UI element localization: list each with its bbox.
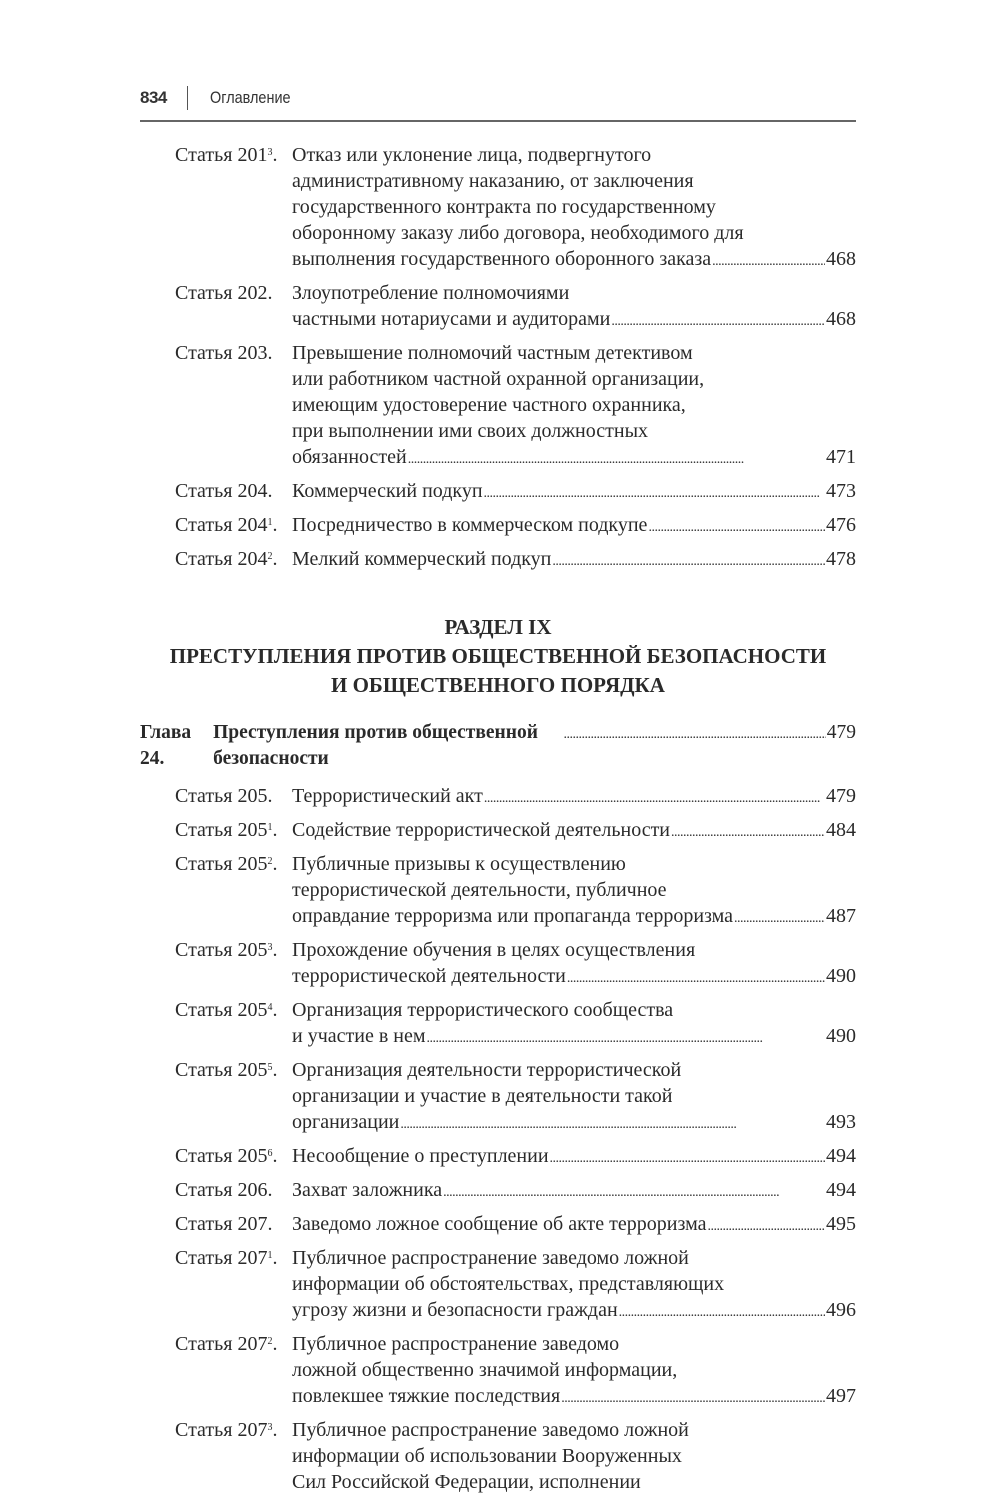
article-label	[175, 783, 272, 809]
entry-title-line: организации	[292, 1111, 400, 1133]
article-dot: .	[272, 1247, 278, 1269]
entry-line	[292, 306, 856, 335]
article-superscript: 2	[267, 1336, 273, 1347]
article-superscript: 5	[267, 1062, 273, 1073]
section-number: РАЗДЕЛ IX	[444, 615, 552, 639]
article-dot: .	[272, 1059, 278, 1081]
article-label	[175, 478, 272, 504]
page-ref: 476	[826, 514, 856, 536]
entry-line	[292, 1211, 856, 1240]
toc-entry[interactable]	[140, 1143, 856, 1172]
page-ref: 484	[826, 819, 856, 841]
entry-title-line: Посредничество в коммерческом подкупе	[292, 514, 648, 536]
header-divider	[187, 86, 188, 110]
entry-title-line: Превышение полномочий частным детективом	[292, 342, 693, 364]
dot-leader	[648, 512, 825, 541]
article-superscript: 6	[267, 1148, 273, 1159]
page-ref: 497	[826, 1385, 856, 1407]
running-header	[140, 84, 305, 112]
dot-leader	[619, 1297, 825, 1326]
page-ref: 473	[826, 480, 856, 502]
article-superscript: 1	[267, 517, 273, 528]
entry-title-line: повлекшее тяжкие последствия	[292, 1385, 561, 1407]
chapter-title: Преступления против общественной безопасности	[213, 722, 538, 769]
entry-title-line: террористической деятельности, публичное	[292, 879, 667, 901]
article-label	[175, 1057, 277, 1083]
toc-entry[interactable]	[140, 937, 856, 992]
entry-line	[292, 1383, 856, 1412]
entry-title-line: Злоупотребление полномочиями	[292, 282, 570, 304]
table-of-contents	[140, 142, 856, 1500]
article-label	[175, 1177, 272, 1203]
toc-entry[interactable]	[140, 340, 856, 473]
article-number: Статья 205	[175, 819, 268, 841]
article-number: Статья 207.	[175, 1213, 273, 1235]
entry-line	[292, 783, 856, 812]
article-number: Статья 206.	[175, 1179, 273, 1201]
entry-title-line: Публичные призывы к осуществлению	[292, 853, 626, 875]
page-ref: 490	[826, 965, 856, 987]
entry-title-line: Мелкий коммерческий подкуп	[292, 548, 552, 570]
dot-leader	[484, 783, 825, 812]
article-dot: .	[272, 514, 278, 536]
entry-title-line: угрозу жизни и безопасности граждан	[292, 1299, 618, 1321]
toc-entry[interactable]	[140, 478, 856, 507]
toc-entry[interactable]	[140, 817, 856, 846]
article-superscript: 1	[267, 822, 273, 833]
article-number: Статья 205	[175, 1059, 268, 1081]
article-number: Статья 202.	[175, 282, 273, 304]
entry-title-line: Организация деятельности террористической	[292, 1059, 682, 1081]
page-ref: 468	[826, 248, 856, 270]
article-number: Статья 203.	[175, 342, 273, 364]
entry-title-line: Захват заложника	[292, 1179, 443, 1201]
page-ref: 495	[826, 1213, 856, 1235]
article-label	[175, 1245, 277, 1271]
article-superscript: 1	[267, 1250, 273, 1261]
section-heading	[140, 613, 856, 700]
dot-leader	[671, 817, 825, 846]
entry-title-line: ложной общественно значимой информации,	[292, 1359, 678, 1381]
dot-leader	[611, 306, 825, 335]
article-label	[175, 1211, 272, 1237]
article-superscript: 3	[267, 1422, 273, 1433]
entry-title-line: оправдание терроризма или пропаганда терроризма	[292, 905, 734, 927]
entry-line	[292, 1109, 856, 1138]
article-superscript: 3	[267, 147, 273, 158]
article-label	[175, 1331, 277, 1357]
toc-entry[interactable]	[140, 512, 856, 541]
page-ref: 479	[826, 785, 856, 807]
entry-title-line: Отказ или уклонение лица, подвергнутого	[292, 144, 652, 166]
article-dot: .	[272, 939, 278, 961]
section-title-line: ПРЕСТУПЛЕНИЯ ПРОТИВ ОБЩЕСТВЕННОЙ БЕЗОПАСНОСТИ	[169, 644, 827, 668]
entry-line	[292, 546, 856, 575]
entry-title-line: выполнения государственного оборонного заказа	[292, 248, 712, 270]
entries-after	[140, 783, 856, 1495]
entry-title-line: Публичное распространение заведомо	[292, 1333, 620, 1355]
dot-leader	[443, 1177, 825, 1206]
entry-title-line: Заведомо ложное сообщение об акте терроризма	[292, 1213, 707, 1235]
page-ref: 494	[826, 1145, 856, 1167]
entry-line	[292, 963, 856, 992]
entry-title-line: Террористический акт	[292, 785, 483, 807]
page-ref: 478	[826, 548, 856, 570]
section-title-line: И ОБЩЕСТВЕННОГО ПОРЯДКА	[331, 673, 665, 697]
toc-entry[interactable]	[140, 1057, 856, 1138]
article-superscript: 2	[267, 551, 273, 562]
entry-line	[292, 512, 856, 541]
page-ref: 471	[826, 446, 856, 468]
article-superscript: 2	[267, 856, 273, 867]
entry-title-line: Коммерческий подкуп	[292, 480, 483, 502]
toc-entry[interactable]	[140, 783, 856, 812]
entry-title-line: оборонному заказу либо договора, необходимого для	[292, 222, 744, 244]
entry-title-line: административному наказанию, от заключения	[292, 170, 694, 192]
article-superscript: 3	[267, 942, 273, 953]
entry-line	[292, 1297, 856, 1326]
running-title: Оглавление	[209, 88, 291, 107]
dot-leader	[734, 903, 825, 932]
chapter-entry[interactable]	[140, 720, 856, 772]
entry-title-line: частными нотариусами и аудиторами	[292, 308, 611, 330]
article-label	[175, 280, 272, 306]
toc-entry[interactable]	[140, 1331, 856, 1412]
article-number: Статья 204.	[175, 480, 273, 502]
entry-title-line: обязанностей	[292, 446, 407, 468]
toc-entry[interactable]	[140, 1245, 856, 1326]
toc-entry[interactable]	[140, 142, 856, 275]
dot-leader	[563, 720, 825, 748]
entry-title-line: информации об использовании Вооруженных	[292, 1445, 682, 1467]
article-label	[175, 142, 277, 168]
entry-line	[292, 478, 856, 507]
page-ref: 496	[826, 1299, 856, 1321]
page-ref: 468	[826, 308, 856, 330]
entry-title-line: организации и участие в деятельности такой	[292, 1085, 673, 1107]
dot-leader	[567, 963, 825, 992]
article-dot: .	[272, 819, 278, 841]
entry-title-line: Сил Российской Федерации, исполнении	[292, 1471, 641, 1493]
dot-leader	[707, 1211, 825, 1240]
article-label	[175, 851, 277, 877]
article-label	[175, 546, 277, 572]
entry-line	[292, 817, 856, 846]
article-dot: .	[272, 144, 278, 166]
entry-title-line: Публичное распространение заведомо ложной	[292, 1247, 689, 1269]
toc-entry[interactable]	[140, 851, 856, 932]
article-dot: .	[272, 999, 278, 1021]
article-superscript: 4	[267, 1002, 273, 1013]
entry-line	[292, 444, 856, 473]
entry-line	[292, 903, 856, 932]
entry-title-line: при выполнении ими своих должностных	[292, 420, 649, 442]
dot-leader	[552, 546, 825, 575]
article-number: Статья 207	[175, 1333, 268, 1355]
toc-entry[interactable]	[140, 997, 856, 1052]
entry-title-line: Прохождение обучения в целях осуществления	[292, 939, 696, 961]
article-number: Статья 204	[175, 514, 268, 536]
article-number: Статья 205	[175, 939, 268, 961]
entry-line	[292, 1143, 856, 1172]
entry-title-line: информации об обстоятельствах, представляющих	[292, 1273, 725, 1295]
article-dot: .	[272, 548, 278, 570]
chapter-page: 479	[826, 722, 856, 743]
chapter-label: Глава 24.	[140, 722, 192, 769]
article-number: Статья 205.	[175, 785, 273, 807]
article-label	[175, 1143, 277, 1169]
entry-title-line: имеющим удостоверение частного охранника,	[292, 394, 686, 416]
article-number: Статья 207	[175, 1419, 268, 1441]
entry-title-line: Публичное распространение заведомо ложной	[292, 1419, 689, 1441]
article-label	[175, 817, 277, 843]
article-label	[175, 340, 272, 366]
article-number: Статья 205	[175, 1145, 268, 1167]
dot-leader	[712, 246, 825, 275]
entry-title-line: или работником частной охранной организации,	[292, 368, 705, 390]
entry-title-line: Организация террористического сообщества	[292, 999, 674, 1021]
article-dot: .	[272, 1145, 278, 1167]
dot-leader	[400, 1109, 825, 1138]
dot-leader	[408, 444, 825, 473]
article-number: Статья 201	[175, 144, 268, 166]
toc-entry[interactable]	[140, 280, 856, 335]
dot-leader	[484, 478, 825, 507]
article-number: Статья 207	[175, 1247, 268, 1269]
page-number: 834	[140, 88, 167, 107]
dot-leader	[427, 1023, 825, 1052]
entry-title-line: государственного контракта по государственному	[292, 196, 716, 218]
article-label	[175, 512, 277, 538]
page-ref: 487	[826, 905, 856, 927]
entry-title-line: террористической деятельности	[292, 965, 566, 987]
article-dot: .	[272, 1333, 278, 1355]
article-label	[175, 1417, 277, 1443]
entry-title-line: и участие в нем	[292, 1025, 426, 1047]
article-number: Статья 205	[175, 999, 268, 1021]
toc-entry[interactable]	[140, 1417, 856, 1495]
entry-line	[292, 1177, 856, 1206]
toc-entry[interactable]	[140, 1177, 856, 1206]
header-rule	[140, 120, 856, 122]
page-ref: 494	[826, 1179, 856, 1201]
entry-title-line: Содействие террористической деятельности	[292, 819, 671, 841]
page-ref: 490	[826, 1025, 856, 1047]
dot-leader	[550, 1143, 825, 1172]
entry-title-line: Несообщение о преступлении	[292, 1145, 549, 1167]
article-label	[175, 937, 277, 963]
entry-line	[292, 1023, 856, 1052]
entry-line	[292, 246, 856, 275]
entries-before	[140, 142, 856, 575]
toc-entry[interactable]	[140, 546, 856, 575]
article-label	[175, 997, 277, 1023]
toc-entry[interactable]	[140, 1211, 856, 1240]
article-dot: .	[272, 853, 278, 875]
page-ref: 493	[826, 1111, 856, 1133]
article-dot: .	[272, 1419, 278, 1441]
article-number: Статья 205	[175, 853, 268, 875]
article-number: Статья 204	[175, 548, 268, 570]
dot-leader	[561, 1383, 825, 1412]
